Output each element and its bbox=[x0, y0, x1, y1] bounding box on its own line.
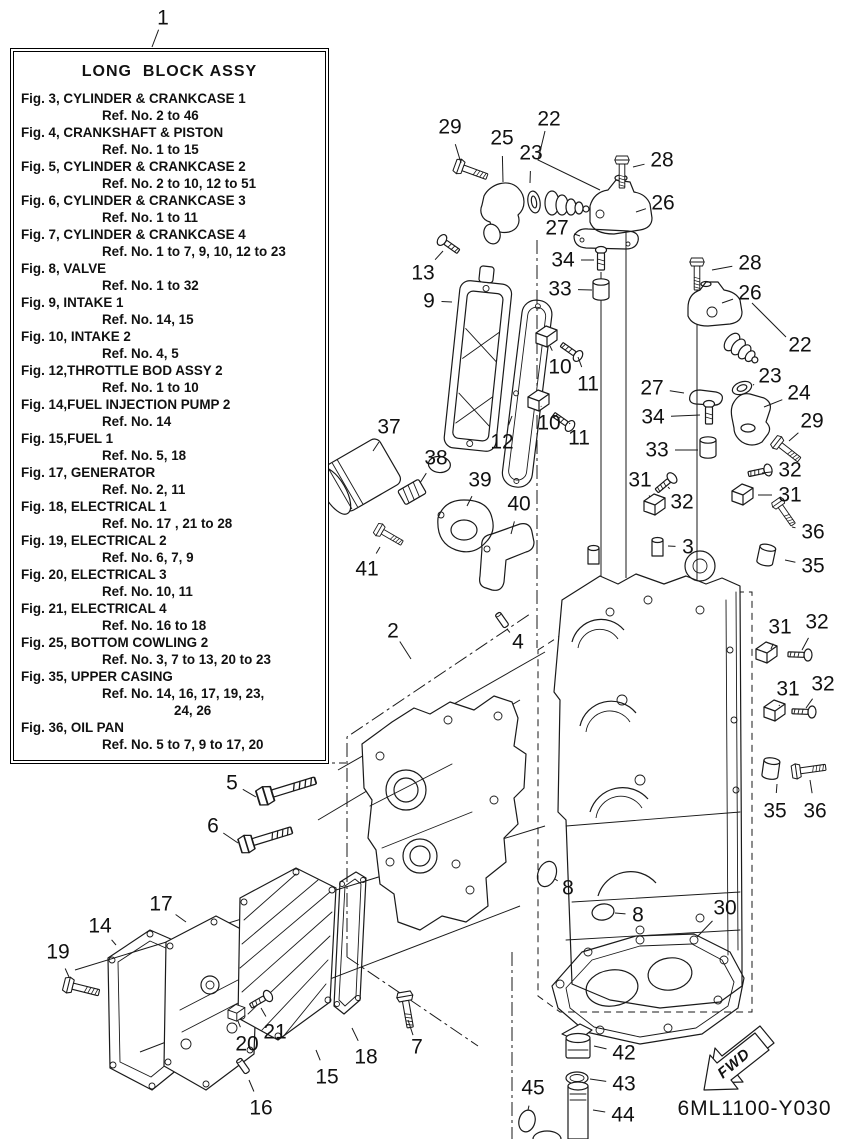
callout-17: 17 bbox=[149, 892, 173, 916]
callout-31: 31 bbox=[778, 483, 802, 507]
callout-37: 37 bbox=[377, 415, 401, 439]
bolt-41 bbox=[373, 522, 406, 549]
legend-fig-line: Fig. 14,FUEL INJECTION PUMP 2 bbox=[21, 397, 231, 412]
callout-11: 11 bbox=[577, 372, 599, 396]
legend-ref-line: Ref. No. 1 to 10 bbox=[102, 380, 199, 395]
callout-leader-29 bbox=[789, 433, 798, 441]
callout-18: 18 bbox=[354, 1045, 378, 1069]
callout-20: 20 bbox=[235, 1032, 259, 1056]
callout-leader-27 bbox=[670, 391, 684, 393]
legend-ref-line: Ref. No. 6, 7, 9 bbox=[102, 550, 194, 565]
callout-36: 36 bbox=[801, 520, 825, 544]
legend-box bbox=[10, 48, 329, 764]
oil-strainer-42 bbox=[562, 1024, 592, 1058]
fwd-label: FWD bbox=[714, 1045, 754, 1083]
callout-leader-19 bbox=[65, 969, 69, 978]
callout-31: 31 bbox=[776, 677, 800, 701]
callout-leader-4 bbox=[507, 629, 510, 633]
legend-fig-line: Fig. 17, GENERATOR bbox=[21, 465, 156, 480]
collar-33 bbox=[593, 279, 609, 300]
legend-title: LONG BLOCK ASSY bbox=[81, 63, 258, 80]
callout-4: 4 bbox=[512, 630, 524, 654]
callout-leader-22 bbox=[538, 131, 600, 190]
callout-29: 29 bbox=[438, 115, 462, 139]
legend-fig-line: Fig. 9, INTAKE 1 bbox=[21, 295, 124, 310]
callout-8: 8 bbox=[562, 876, 574, 900]
callout-leader-45 bbox=[528, 1106, 529, 1110]
callout-34: 34 bbox=[551, 248, 575, 272]
callout-32: 32 bbox=[811, 672, 835, 696]
legend-ref-line: Ref. No. 2 to 46 bbox=[102, 108, 199, 123]
dowel-pin-4 bbox=[495, 612, 509, 629]
part-bottom-edge bbox=[533, 1131, 561, 1139]
callout-13: 13 bbox=[411, 261, 435, 285]
callout-leader-16 bbox=[249, 1080, 254, 1092]
legend-fig-line: Fig. 19, ELECTRICAL 2 bbox=[21, 533, 167, 548]
callout-leader-32 bbox=[668, 487, 670, 489]
legend-fig-line: Fig. 21, ELECTRICAL 4 bbox=[21, 601, 167, 616]
crankcase-block-2 bbox=[362, 696, 526, 930]
callout-leader-18 bbox=[352, 1028, 358, 1041]
legend-fig-line: Fig. 6, CYLINDER & CRANKCASE 3 bbox=[21, 193, 246, 208]
callout-leader-9 bbox=[442, 302, 453, 303]
callout-6: 6 bbox=[207, 814, 219, 838]
callout-8: 8 bbox=[632, 903, 644, 927]
legend-ref-line: Ref. No. 5 to 7, 9 to 17, 20 bbox=[102, 737, 264, 752]
callout-leader-15 bbox=[316, 1050, 320, 1060]
bolt-7 bbox=[396, 991, 418, 1029]
callout-29: 29 bbox=[800, 409, 824, 433]
callout-leader-32 bbox=[802, 638, 809, 650]
legend-ref-line: Ref. No. 17 , 21 to 28 bbox=[102, 516, 233, 531]
legend-ref-line: Ref. No. 1 to 11 bbox=[102, 210, 198, 225]
bolt-13 bbox=[435, 233, 462, 257]
callout-26: 26 bbox=[651, 191, 675, 215]
callout-leader-44 bbox=[593, 1110, 605, 1112]
callout-30: 30 bbox=[713, 896, 737, 920]
callout-leader-11 bbox=[569, 423, 570, 424]
callout-leader-41 bbox=[376, 547, 380, 554]
legend-fig-line: Fig. 10, INTAKE 2 bbox=[21, 329, 131, 344]
callout-33: 33 bbox=[548, 277, 572, 301]
bolt-19 bbox=[62, 976, 101, 1000]
callout-36: 36 bbox=[803, 799, 827, 823]
callout-39: 39 bbox=[468, 468, 492, 492]
callout-leader-43 bbox=[590, 1079, 606, 1081]
legend-fig-line: Fig. 7, CYLINDER & CRANKCASE 4 bbox=[21, 227, 246, 242]
callout-31: 31 bbox=[628, 468, 652, 492]
cover-24b bbox=[731, 394, 770, 445]
callout-leader-34 bbox=[671, 415, 700, 416]
callout-leader-35 bbox=[785, 560, 795, 562]
oring-23 bbox=[526, 190, 542, 214]
callout-28: 28 bbox=[738, 251, 762, 275]
callout-19: 19 bbox=[46, 940, 70, 964]
callout-leader-28 bbox=[712, 266, 732, 270]
gasket-18 bbox=[334, 872, 366, 1014]
callout-25: 25 bbox=[490, 126, 514, 150]
callout-44: 44 bbox=[611, 1103, 635, 1127]
legend-fig-line: Fig. 36, OIL PAN bbox=[21, 720, 124, 735]
legend-fig-line: Fig. 35, UPPER CASING bbox=[21, 669, 173, 684]
callout-32: 32 bbox=[805, 610, 829, 634]
oil-pump-cover-39 bbox=[438, 500, 493, 552]
legend-ref-line: Ref. No. 14, 15 bbox=[102, 312, 194, 327]
anode-10 bbox=[536, 326, 557, 347]
callout-7: 7 bbox=[411, 1035, 423, 1059]
legend-fig-line: Fig. 15,FUEL 1 bbox=[21, 431, 114, 446]
collar-33b bbox=[700, 437, 716, 458]
callout-1: 1 bbox=[157, 6, 169, 30]
callout-leader-36 bbox=[810, 780, 812, 793]
callout-10: 10 bbox=[537, 411, 561, 435]
fwd-arrow bbox=[704, 1026, 774, 1090]
callout-leader-25 bbox=[502, 156, 503, 182]
callout-23: 23 bbox=[758, 364, 782, 388]
callout-12: 12 bbox=[490, 430, 514, 454]
callout-leader-2 bbox=[400, 642, 411, 660]
callout-leader-14 bbox=[112, 940, 116, 945]
callout-38: 38 bbox=[424, 446, 448, 470]
callout-22: 22 bbox=[537, 107, 561, 131]
oil-pipe-44 bbox=[568, 1082, 588, 1139]
callout-leader-28 bbox=[633, 164, 645, 167]
callout-leader-13 bbox=[435, 251, 443, 260]
callout-leader-31 bbox=[779, 705, 780, 706]
legend-fig-line: Fig. 5, CYLINDER & CRANKCASE 2 bbox=[21, 159, 246, 174]
callout-27: 27 bbox=[545, 216, 569, 240]
screw-34 bbox=[596, 247, 607, 271]
legend-fig-line: Fig. 25, BOTTOM COWLING 2 bbox=[21, 635, 209, 650]
callout-21: 21 bbox=[263, 1020, 287, 1044]
callout-leader-42 bbox=[594, 1046, 607, 1049]
callout-26: 26 bbox=[738, 281, 762, 305]
callout-leader-40 bbox=[511, 521, 514, 534]
callout-35: 35 bbox=[801, 554, 825, 578]
bolt-5 bbox=[255, 771, 318, 807]
anode-10b bbox=[528, 390, 549, 411]
callout-11: 11 bbox=[568, 426, 590, 450]
thermostat-22 bbox=[545, 191, 589, 215]
legend-ref-line: Ref. No. 14, 16, 17, 19, 23, bbox=[102, 686, 265, 701]
legend-box-inner bbox=[13, 51, 326, 761]
oring-45 bbox=[516, 1108, 537, 1133]
legend-entries bbox=[14, 90, 325, 753]
callout-5: 5 bbox=[226, 771, 238, 795]
drawing-code: 6ML1100-Y030 bbox=[677, 1097, 832, 1120]
callout-31: 31 bbox=[768, 615, 792, 639]
callout-23: 23 bbox=[519, 141, 543, 165]
callout-leader-1 bbox=[152, 30, 159, 47]
callout-leader-10 bbox=[550, 346, 552, 351]
callout-9: 9 bbox=[423, 289, 435, 313]
screw-34b bbox=[704, 401, 715, 425]
callout-leader-35 bbox=[776, 784, 777, 793]
callout-32: 32 bbox=[778, 458, 802, 482]
callout-leader-38 bbox=[420, 473, 426, 483]
legend-ref-line: Ref. No. 1 to 7, 9, 10, 12 to 23 bbox=[102, 244, 286, 259]
callout-24: 24 bbox=[787, 381, 811, 405]
legend-fig-line: Fig. 8, VALVE bbox=[21, 261, 107, 276]
legend-fig-line: Fig. 3, CYLINDER & CRANKCASE 1 bbox=[21, 91, 246, 106]
callout-33: 33 bbox=[645, 438, 669, 462]
callout-leader-5 bbox=[243, 789, 256, 797]
oil-filter-group bbox=[312, 436, 534, 590]
callout-27: 27 bbox=[640, 376, 664, 400]
callout-leader-23 bbox=[753, 384, 754, 385]
legend-ref-line: Ref. No. 4, 5 bbox=[102, 346, 179, 361]
legend-fig-line: Fig. 20, ELECTRICAL 3 bbox=[21, 567, 167, 582]
callout-43: 43 bbox=[612, 1072, 636, 1096]
callout-3: 3 bbox=[682, 535, 694, 559]
legend-ref-line: Ref. No. 16 to 18 bbox=[102, 618, 207, 633]
cover-15-ribbed bbox=[238, 868, 336, 1040]
callout-42: 42 bbox=[612, 1041, 636, 1065]
callout-35: 35 bbox=[763, 799, 787, 823]
callout-22: 22 bbox=[788, 333, 812, 357]
legend-fig-line: Fig. 12,THROTTLE BOD ASSY 2 bbox=[21, 363, 223, 378]
callout-leader-36 bbox=[792, 527, 796, 528]
legend-ref-line: Ref. No. 2 to 10, 12 to 51 bbox=[102, 176, 257, 191]
legend-ref-line: Ref. No. 2, 11 bbox=[102, 482, 186, 497]
callout-leader-17 bbox=[176, 915, 186, 923]
callout-41: 41 bbox=[355, 557, 379, 581]
callout-10: 10 bbox=[548, 355, 572, 379]
callout-15: 15 bbox=[315, 1065, 339, 1089]
callout-16: 16 bbox=[249, 1096, 273, 1120]
callout-leader-6 bbox=[223, 833, 238, 843]
bolt-6 bbox=[237, 822, 294, 855]
legend-ref-line: 24, 26 bbox=[174, 703, 212, 718]
legend-ref-line: Ref. No. 1 to 32 bbox=[102, 278, 199, 293]
legend-ref-line: Ref. No. 3, 7 to 13, 20 to 23 bbox=[102, 652, 271, 667]
legend-ref-line: Ref. No. 10, 11 bbox=[102, 584, 193, 599]
callout-leader-22 bbox=[752, 303, 786, 337]
legend-fig-line: Fig. 4, CRANKSHAFT & PISTON bbox=[21, 125, 224, 140]
callout-34: 34 bbox=[641, 405, 665, 429]
callout-leader-8 bbox=[555, 879, 558, 881]
thermostat-22b bbox=[721, 330, 763, 369]
legend-ref-line: Ref. No. 14 bbox=[102, 414, 172, 429]
callout-2: 2 bbox=[387, 619, 399, 643]
cylinder-block-large bbox=[554, 535, 742, 1009]
callout-14: 14 bbox=[88, 914, 112, 938]
nipple-38 bbox=[398, 479, 427, 505]
callout-45: 45 bbox=[521, 1076, 545, 1100]
legend-ref-line: Ref. No. 1 to 15 bbox=[102, 142, 199, 157]
legend-ref-line: Ref. No. 5, 18 bbox=[102, 448, 187, 463]
legend-fig-line: Fig. 18, ELECTRICAL 1 bbox=[21, 499, 167, 514]
callout-40: 40 bbox=[507, 492, 531, 516]
callout-32: 32 bbox=[670, 490, 694, 514]
callout-28: 28 bbox=[650, 148, 674, 172]
